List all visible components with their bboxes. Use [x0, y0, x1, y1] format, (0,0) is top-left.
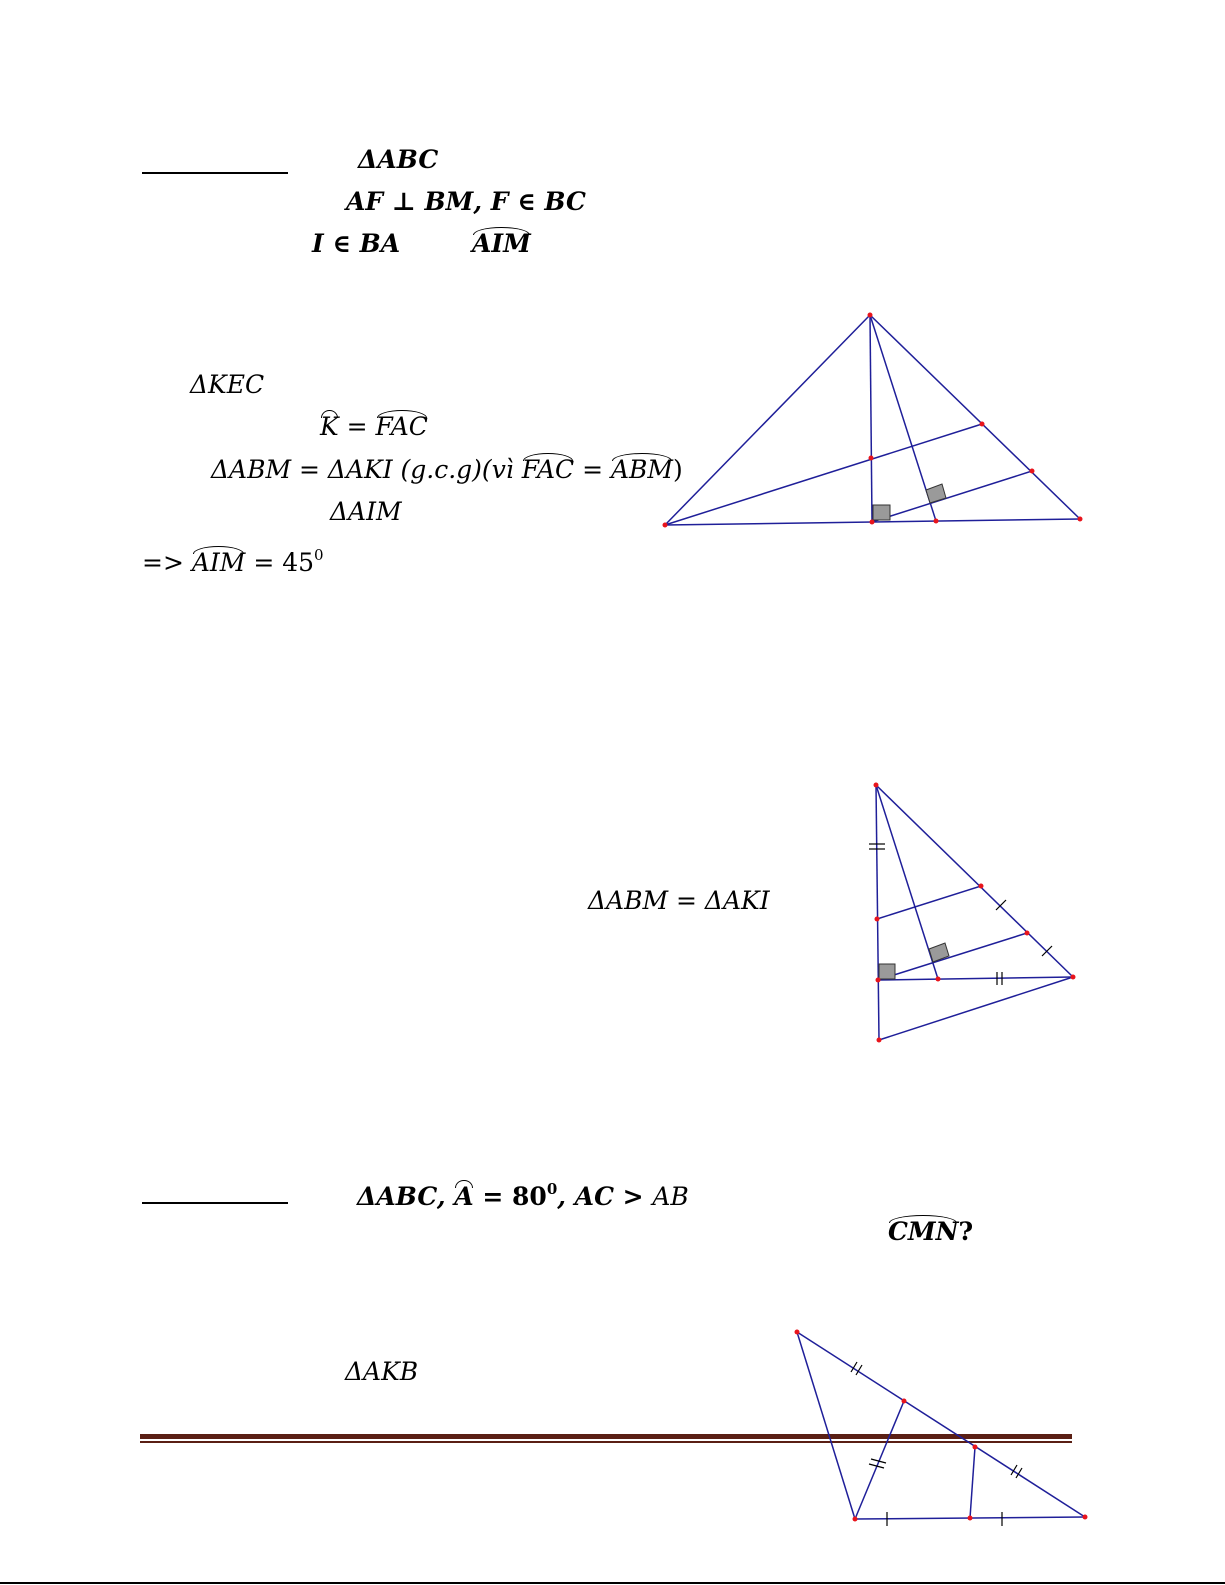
angle-aim-hat-2: AIM: [191, 548, 246, 577]
angle-fac-hat-2: FAC: [521, 455, 575, 484]
solution2-triangle-akb: ΔAKB: [345, 1357, 419, 1386]
problem1-condition: AF ⊥ BM, F ∈ BC: [346, 187, 586, 216]
angle-aim-hat: AIM: [472, 229, 531, 258]
congruence-close: ): [673, 455, 683, 484]
problem1-triangle: ΔABC: [358, 145, 439, 174]
question-mark: ?: [958, 1217, 974, 1246]
figure-1: [665, 315, 1080, 525]
angle-k-hat: K: [320, 412, 339, 441]
degree-sign: 0: [314, 546, 324, 564]
angle-abm-hat: ABM: [610, 455, 673, 484]
problem2-rest-bold: , AC >: [557, 1182, 653, 1211]
solution1-triangle-kec: ΔKEC: [190, 370, 265, 399]
page-bottom-border: [0, 1582, 1225, 1584]
figure-1-points: [663, 313, 1083, 528]
angle-cmn-hat: CMN: [888, 1217, 959, 1246]
problem2-triangle: ΔABC,: [357, 1182, 455, 1211]
problem1-point-condition: I ∈ BA: [312, 229, 401, 258]
problem2-rest: AB: [652, 1182, 689, 1211]
result-value: = 45: [245, 548, 315, 577]
solution1-triangle-aim: ΔAIM: [330, 497, 402, 526]
congruence-text: ΔABM = ΔAKI (g.c.g)(vì: [211, 455, 522, 484]
problem2-degree: 0: [546, 1180, 558, 1198]
solution1b-congruence: ΔABM = ΔAKI: [588, 886, 770, 915]
problem2-angle-value: = 80: [473, 1182, 547, 1211]
figure-2-ticks: [869, 844, 1052, 985]
result-arrow: =>: [142, 548, 192, 577]
solution1-congruence: ΔABM = ΔAKI (g.c.g)(vì FAC = ABM): [211, 455, 683, 484]
figure-2: [876, 785, 1073, 1040]
angle-a-hat: A: [454, 1182, 474, 1211]
figure-2-points: [874, 783, 1076, 1043]
angle-fac-hat: FAC: [375, 412, 428, 441]
figure-3-ticks: [851, 1362, 1022, 1526]
figure-3: [797, 1332, 1085, 1519]
equals-sign: =: [346, 412, 368, 441]
